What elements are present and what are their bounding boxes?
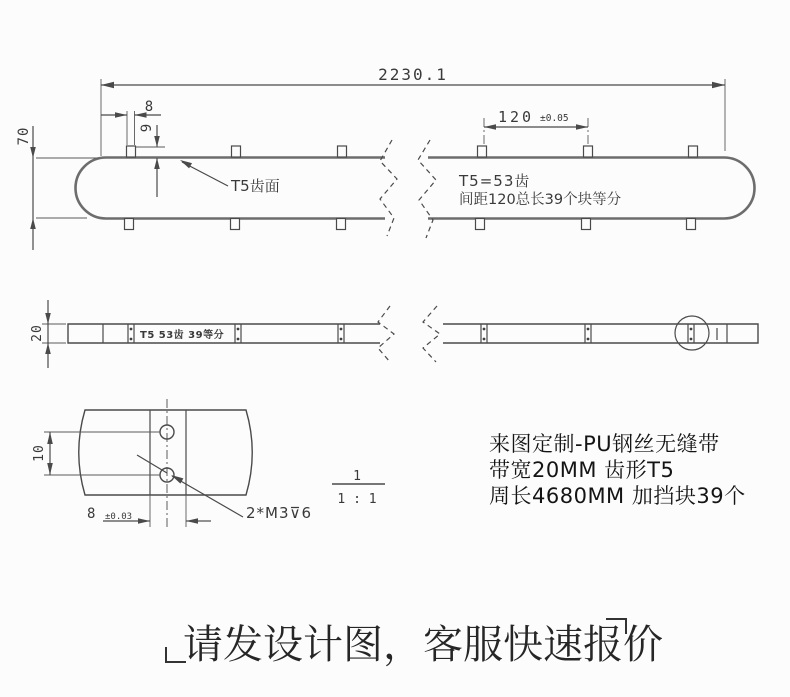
info-line-1: 来图定制-PU钢丝无缝带 — [489, 432, 720, 456]
cleat-station — [481, 324, 487, 343]
cleat — [337, 219, 346, 230]
cleat — [338, 146, 347, 157]
break-line — [378, 306, 394, 362]
break-line — [418, 140, 436, 238]
strip-width-value: 20 — [30, 324, 45, 342]
cleat-height-value: 9 — [139, 123, 155, 133]
tooth-face-label: T5齿面 — [231, 177, 280, 195]
cleat — [231, 219, 240, 230]
headline-text: 请发设计图，客服快速报价 — [183, 622, 663, 668]
loop-height-value: 70 — [16, 126, 32, 146]
cleat — [478, 146, 487, 157]
cleat — [476, 219, 485, 230]
dim-hole-pitch — [32, 432, 160, 475]
cleat-station — [128, 324, 134, 343]
edge-offset-tolerance: ±0.03 — [105, 512, 133, 522]
edge-offset-value: 8 — [87, 506, 96, 522]
overall-length-value: 2230.1 — [378, 65, 448, 84]
note-line1: T5=53齿 — [459, 172, 531, 190]
dim-loop-height — [16, 126, 99, 250]
pitch-tolerance: ±0.05 — [540, 113, 569, 124]
thread-note: 2*M3⊽6 — [246, 504, 313, 522]
cleat-station — [338, 324, 344, 343]
cleat-station — [585, 324, 591, 343]
top-view — [16, 65, 754, 250]
dim-strip-width — [30, 300, 66, 368]
detail-callout-circle — [675, 316, 709, 350]
thread-callout — [137, 455, 312, 522]
cleat — [689, 146, 698, 157]
detail-view — [32, 399, 385, 527]
plan-view — [30, 300, 758, 368]
cleat — [127, 146, 136, 157]
scale-marker — [332, 469, 385, 507]
hole-pitch-value: 10 — [32, 444, 47, 462]
dim-cleat-height — [136, 124, 165, 197]
dim-overall-length — [101, 65, 725, 156]
top-view-note — [458, 172, 622, 208]
note-line2: 间距120总长39个块等分 — [459, 192, 622, 208]
tooth-face-callout — [180, 160, 280, 195]
cleat — [232, 146, 241, 157]
info-line-3: 周长4680MM 加挡块39个 — [489, 484, 746, 508]
cleat — [584, 146, 593, 157]
cleat — [582, 219, 591, 230]
info-line-2: 带宽20MM 齿形T5 — [489, 458, 675, 482]
dim-edge-offset — [87, 506, 211, 524]
plan-view-note: T5 53齿 39等分 — [140, 330, 225, 341]
scale-ratio: 1 : 1 — [337, 492, 377, 507]
dim-pitch — [484, 108, 588, 146]
scale-numerator: 1 — [353, 469, 361, 484]
dim-cleat-width — [101, 99, 161, 145]
break-line — [423, 306, 440, 362]
strip-outline-right — [443, 324, 758, 343]
cleat — [687, 219, 696, 230]
cleat — [125, 219, 134, 230]
cleat-width-value: 8 — [144, 99, 154, 115]
pitch-value: 120 — [498, 108, 535, 126]
product-info-block — [489, 431, 789, 509]
cleat-station — [235, 324, 241, 343]
cleat-station — [688, 324, 694, 343]
break-line — [380, 140, 397, 236]
